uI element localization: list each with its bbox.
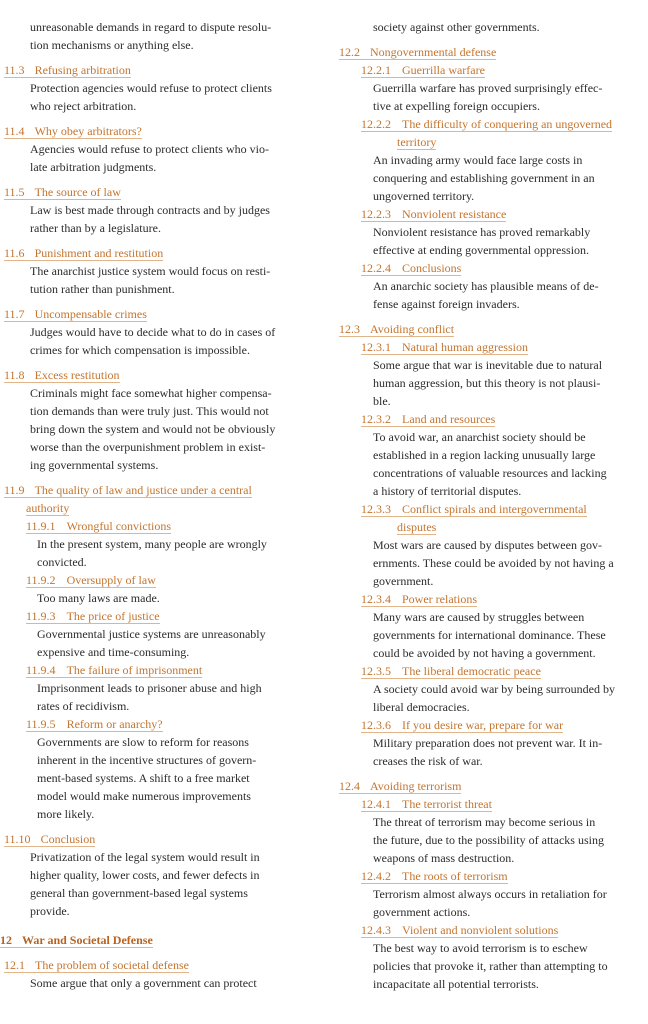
section-summary-line: convicted. [37, 555, 87, 569]
section-heading-link[interactable] [335, 410, 648, 428]
section-number: 11.9.5 [26, 717, 56, 731]
section-title: Reform or anarchy? [66, 717, 163, 731]
section-title: Oversupply of law [66, 573, 156, 587]
section-summary-line: Governmental justice systems are unreasonably [37, 627, 266, 641]
section-heading-link[interactable] [0, 305, 324, 323]
section-title: disputes [397, 520, 437, 534]
section-summary-line: inherent in the incentive structures of govern- [37, 753, 257, 767]
section-heading-link[interactable] [0, 481, 324, 499]
section-summary-line: Governments are slow to reform for reasons [37, 735, 249, 749]
section-title: Avoiding terrorism [370, 779, 462, 793]
section-number: 12.4 [339, 779, 360, 793]
section-summary-line: concentrations of valuable resources and lacking [373, 466, 607, 480]
section-summary-line: Agencies would refuse to protect clients who vio- [30, 142, 269, 156]
section-summary-line: Imprisonment leads to prisoner abuse and high [37, 681, 262, 695]
section-heading-link[interactable] [335, 777, 648, 795]
toc-entry [335, 590, 648, 662]
section-summary-line: who reject arbitration. [30, 99, 137, 113]
section-heading-link[interactable] [335, 867, 648, 885]
section-summary-line: tion demands than were truly just. This would not [30, 404, 269, 418]
section-summary-line: unreasonable demands in regard to dispute resolu- [30, 20, 272, 34]
section-number: 11.9.2 [26, 573, 56, 587]
section-number: 12.3.3 [361, 502, 391, 516]
section-number: 12 [0, 933, 12, 947]
section-number: 11.6 [4, 246, 25, 260]
section-summary-line: Criminals might face somewhat higher compensa- [30, 386, 272, 400]
section-summary-line: incapacitate all potential terrorists. [373, 977, 539, 991]
section-summary-line: policies that provoke it, rather than attempting to [373, 959, 608, 973]
section-summary-line: ernments. These could be avoided by not having a [373, 556, 614, 570]
toc-entry [335, 795, 648, 867]
section-summary-line: more likely. [37, 807, 95, 821]
section-heading-link[interactable] [335, 205, 648, 223]
section-number: 11.9.1 [26, 519, 56, 533]
section-heading-link[interactable] [335, 338, 648, 356]
section-summary-line: society against other governments. [373, 20, 540, 34]
toc-entry [335, 320, 648, 338]
section-heading-link[interactable] [0, 122, 324, 140]
section-number: 12.3.4 [361, 592, 391, 606]
section-summary-line: bring down the system and would not be obviously [30, 422, 276, 436]
section-title: Natural human aggression [402, 340, 528, 354]
toc-entry [0, 183, 324, 237]
section-summary-line: crimes for which compensation is impossible. [30, 343, 250, 357]
section-number: 12.2 [339, 45, 360, 59]
toc-entry [335, 716, 648, 770]
section-summary-line: Guerrilla warfare has proved surprisingly effec- [373, 81, 603, 95]
toc-entry [0, 122, 324, 176]
section-summary-line: Some argue that only a government can protect [30, 976, 257, 990]
section-summary-line: a history of territorial disputes. [373, 484, 522, 498]
section-number: 12.4.3 [361, 923, 391, 937]
section-title: Refusing arbitration [34, 63, 131, 77]
section-summary-line: ing governmental systems. [30, 458, 159, 472]
section-summary-line: government. [373, 574, 434, 588]
section-summary-line: Terrorism almost always occurs in retaliation for [373, 887, 607, 901]
toc-entry [335, 921, 648, 993]
section-heading-link[interactable] [0, 517, 324, 535]
toc-entry [335, 61, 648, 115]
section-summary-line: tive at expelling foreign occupiers. [373, 99, 540, 113]
section-title: Guerrilla warfare [402, 63, 485, 77]
section-heading-link[interactable] [335, 43, 648, 61]
section-summary-line: governments for international dominance. These [373, 628, 606, 642]
toc-entry [0, 366, 324, 474]
section-heading-link[interactable] [335, 662, 648, 680]
section-summary-line: human aggression, but this theory is not plausi- [373, 376, 601, 390]
section-summary-line: late arbitration judgments. [30, 160, 157, 174]
section-summary-line: Nonviolent resistance has proved remarkably [373, 225, 591, 239]
section-summary-line: ment-based systems. A shift to a free market [37, 771, 250, 785]
section-number: 11.10 [4, 832, 31, 846]
section-number: 11.3 [4, 63, 25, 77]
section-heading-link[interactable] [0, 830, 324, 848]
toc-continuation [0, 18, 324, 54]
toc-entry [335, 338, 648, 410]
section-heading-link[interactable] [335, 590, 648, 608]
section-summary-line: Military preparation does not prevent war. It in- [373, 736, 603, 750]
section-heading-link[interactable] [335, 133, 648, 151]
toc-entry [335, 777, 648, 795]
section-summary-line: Privatization of the legal system would result in [30, 850, 260, 864]
section-summary-line: ungoverned territory. [373, 189, 475, 203]
section-number: 12.1 [4, 958, 25, 972]
section-title: territory [397, 135, 437, 149]
section-summary-line: The best way to avoid terrorism is to eschew [373, 941, 588, 955]
section-summary-line: tion mechanisms or anything else. [30, 38, 194, 52]
toc-entry [0, 481, 324, 517]
section-summary-line: ble. [373, 394, 391, 408]
section-number: 12.4.1 [361, 797, 391, 811]
toc-column-right [335, 18, 648, 993]
section-heading-link[interactable] [0, 661, 324, 679]
section-title: War and Societal Defense [22, 933, 153, 947]
toc-entry [335, 662, 648, 716]
toc-entry [0, 715, 324, 823]
section-title: Uncompensable crimes [34, 307, 147, 321]
toc-entry [0, 61, 324, 115]
section-summary-line: Protection agencies would refuse to protect clients [30, 81, 272, 95]
section-summary-line: creases the risk of war. [373, 754, 483, 768]
section-title: The failure of imprisonment [66, 663, 203, 677]
section-summary-line: could be avoided by not having a government. [373, 646, 596, 660]
toc-entry [335, 115, 648, 205]
section-summary-line: Too many laws are made. [37, 591, 160, 605]
section-summary-line: liberal democracies. [373, 700, 470, 714]
section-summary-line: tution rather than punishment. [30, 282, 175, 296]
toc-entry [0, 244, 324, 298]
section-number: 12.3.6 [361, 718, 391, 732]
section-title: Conflict spirals and intergovernmental [402, 502, 587, 516]
section-heading-link[interactable] [0, 715, 324, 733]
section-summary-line: worse than the overpunishment problem in exist- [30, 440, 266, 454]
toc-column-left [0, 18, 324, 992]
section-title: Nongovernmental defense [370, 45, 497, 59]
section-summary-line: Judges would have to decide what to do in cases of [30, 325, 276, 339]
toc-entry [0, 607, 324, 661]
section-title: The roots of terrorism [402, 869, 508, 883]
section-summary-line: higher quality, lower costs, and fewer defects in [30, 868, 260, 882]
section-title: Avoiding conflict [370, 322, 455, 336]
section-heading-link[interactable] [335, 259, 648, 277]
section-heading-link[interactable] [335, 795, 648, 813]
section-title: Wrongful convictions [66, 519, 172, 533]
section-summary-line: the future, due to the possibility of attacks using [373, 833, 604, 847]
section-number: 11.9 [4, 483, 25, 497]
section-title: Conclusion [40, 832, 96, 846]
section-heading-link[interactable] [335, 716, 648, 734]
toc-entry [335, 500, 648, 590]
toc-entry [0, 517, 324, 571]
toc-entry [0, 956, 324, 992]
section-summary-line: Many wars are caused by struggles between [373, 610, 585, 624]
chapter-heading-link[interactable] [0, 931, 324, 949]
section-heading-link[interactable] [0, 499, 324, 517]
section-heading-link[interactable] [0, 366, 324, 384]
section-heading-link[interactable] [0, 244, 324, 262]
section-number: 11.8 [4, 368, 25, 382]
section-heading-link[interactable] [0, 571, 324, 589]
toc-continuation [335, 18, 648, 36]
section-summary-line: Law is best made through contracts and by judges [30, 203, 270, 217]
section-title: The problem of societal defense [35, 958, 189, 972]
toc-entry [335, 867, 648, 921]
section-number: 12.3.5 [361, 664, 391, 678]
section-summary-line: To avoid war, an anarchist society should be [373, 430, 586, 444]
section-heading-link[interactable] [335, 518, 648, 536]
section-title: The price of justice [66, 609, 160, 623]
section-number: 12.4.2 [361, 869, 391, 883]
section-title: Violent and nonviolent solutions [402, 923, 559, 937]
section-summary-line: fense against foreign invaders. [373, 297, 520, 311]
section-number: 12.2.4 [361, 261, 391, 275]
section-summary-line: model would make numerous improvements [37, 789, 251, 803]
section-summary-line: government actions. [373, 905, 471, 919]
section-number: 11.9.4 [26, 663, 56, 677]
toc-entry [335, 205, 648, 259]
section-title: The quality of law and justice under a central [34, 483, 252, 497]
section-summary-line: rates of recidivism. [37, 699, 130, 713]
toc-entry [335, 259, 648, 313]
section-title: Conclusions [402, 261, 462, 275]
section-summary-line: In the present system, many people are wrongly [37, 537, 267, 551]
section-heading-link[interactable] [335, 500, 648, 518]
section-summary-line: effective at ending governmental oppression. [373, 243, 590, 257]
section-summary-line: expensive and time-consuming. [37, 645, 190, 659]
section-summary-line: conquering and establishing government in an [373, 171, 595, 185]
section-summary-line: rather than by a legislature. [30, 221, 161, 235]
toc-entry [335, 43, 648, 61]
section-number: 11.5 [4, 185, 25, 199]
section-number: 12.2.1 [361, 63, 391, 77]
section-title: Land and resources [402, 412, 496, 426]
section-summary-line: Some argue that war is inevitable due to natural [373, 358, 603, 372]
section-summary-line: A society could avoid war by being surrounded by [373, 682, 615, 696]
section-number: 12.2.2 [361, 117, 391, 131]
toc-entry [0, 305, 324, 359]
section-title: The difficulty of conquering an ungoverned [402, 117, 613, 131]
section-title: Punishment and restitution [34, 246, 164, 260]
section-title: Nonviolent resistance [402, 207, 507, 221]
section-summary-line: provide. [30, 904, 70, 918]
section-heading-link[interactable] [335, 115, 648, 133]
section-heading-link[interactable] [335, 921, 648, 939]
section-summary-line: established in a region lacking unusually large [373, 448, 596, 462]
section-number: 12.3 [339, 322, 360, 336]
section-summary-line: An anarchic society has plausible means of de- [373, 279, 599, 293]
section-number: 11.4 [4, 124, 25, 138]
section-summary-line: weapons of mass destruction. [373, 851, 515, 865]
section-summary-line: The anarchist justice system would focus on resti- [30, 264, 271, 278]
toc-entry [0, 830, 324, 920]
section-title: Why obey arbitrators? [34, 124, 142, 138]
section-heading-link[interactable] [0, 956, 324, 974]
section-title: Power relations [402, 592, 477, 606]
toc-entry [0, 571, 324, 607]
section-summary-line: general than government-based legal systems [30, 886, 248, 900]
section-summary-line: The threat of terrorism may become serious in [373, 815, 596, 829]
section-title: The liberal democratic peace [402, 664, 541, 678]
section-title: authority [26, 501, 70, 515]
section-heading-link[interactable] [335, 320, 648, 338]
section-number: 11.9.3 [26, 609, 56, 623]
section-heading-link[interactable] [0, 183, 324, 201]
toc-entry [0, 931, 324, 949]
section-heading-link[interactable] [0, 607, 324, 625]
section-heading-link[interactable] [0, 61, 324, 79]
toc-entry [0, 661, 324, 715]
section-summary-line: An invading army would face large costs in [373, 153, 583, 167]
section-number: 12.3.2 [361, 412, 391, 426]
section-title: The terrorist threat [402, 797, 492, 811]
section-title: If you desire war, prepare for war [402, 718, 564, 732]
section-number: 11.7 [4, 307, 25, 321]
section-summary-line: Most wars are caused by disputes between gov- [373, 538, 602, 552]
section-number: 12.2.3 [361, 207, 391, 221]
section-number: 12.3.1 [361, 340, 391, 354]
section-title: The source of law [34, 185, 121, 199]
section-heading-link[interactable] [335, 61, 648, 79]
toc-entry [335, 410, 648, 500]
section-title: Excess restitution [34, 368, 120, 382]
